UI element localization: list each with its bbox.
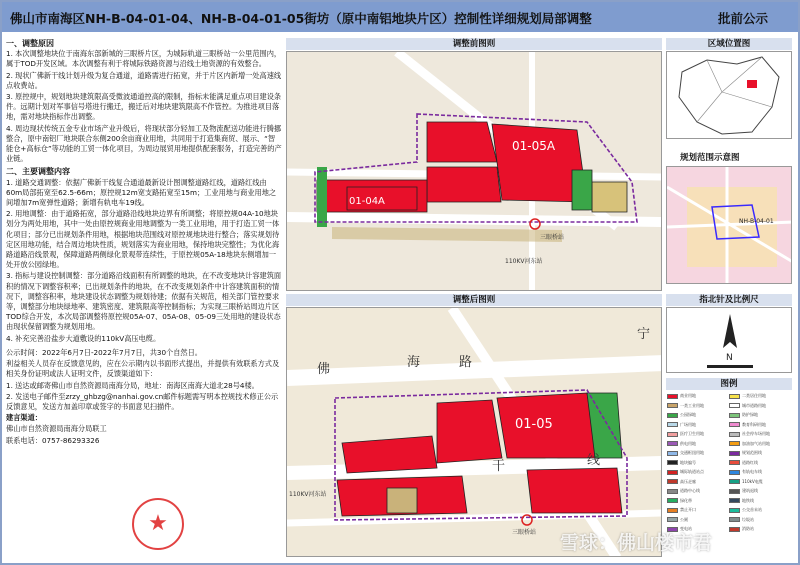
legend-item: [729, 411, 758, 418]
legend-label: 高压走廊: [680, 478, 696, 484]
legend-item: [729, 421, 766, 428]
scale-bar: [707, 365, 753, 368]
legend-item: [667, 449, 704, 456]
location-svg: [667, 52, 792, 139]
legend-swatch: [729, 432, 740, 437]
legend-item: [729, 449, 762, 456]
north-letter: N: [726, 353, 733, 363]
panel-title-before: 调整前图则: [286, 38, 662, 50]
legend-label: 防护绿地: [742, 412, 758, 417]
legend-swatch: [729, 470, 740, 475]
legend-item: [667, 430, 704, 437]
legend-label: 道路红线: [742, 459, 758, 465]
legend-label: 有轨电车线: [742, 469, 762, 474]
legend-label: 道路中心线: [680, 488, 700, 493]
legend-swatch: [729, 394, 740, 399]
legend-swatch: [729, 413, 740, 418]
legend-item: [667, 516, 688, 523]
legend-label: 规划范围线: [742, 450, 762, 455]
legend-label: 变电站: [680, 526, 692, 531]
legend-label: 加油加气站用地: [742, 440, 770, 446]
zone-label: 01-04A: [349, 196, 385, 207]
compass-svg: [667, 308, 792, 373]
legend-swatch: [667, 508, 678, 513]
block-commercial: [427, 122, 497, 162]
legend-label: 广场用地: [680, 421, 696, 427]
legend-item: [667, 402, 704, 409]
panel-title-scope: 规划范围示意图: [666, 152, 792, 164]
legend-label: 建筑退线: [742, 488, 758, 493]
legend-swatch: [729, 441, 740, 446]
legend-item: [667, 459, 696, 466]
legend-swatch: [667, 479, 678, 484]
zone-label: 01-05: [515, 417, 553, 432]
road-label: 线: [587, 453, 601, 468]
legend-item: [729, 478, 763, 485]
road-label: 佛: [317, 362, 331, 377]
page-header: [2, 2, 798, 32]
legend-label: 教育科研用地: [742, 421, 766, 427]
power-label: 110KV河东站: [289, 491, 327, 498]
legend-swatch: [729, 403, 740, 408]
legend-label: 商业用地: [680, 393, 696, 398]
north-arrow-icon: [723, 314, 737, 348]
zone-label: 01-05A: [512, 139, 556, 153]
scope-svg: [667, 167, 792, 284]
legend-label: 社会停车场用地: [742, 431, 770, 436]
road-label: 海: [407, 355, 421, 370]
block-green: [572, 170, 592, 210]
compass-box: [666, 307, 792, 373]
map-scope: [666, 166, 792, 284]
legend-label: 垃圾站: [742, 516, 754, 522]
legend-label: 公厕: [680, 516, 688, 522]
legend-item: [729, 506, 762, 513]
road-label: 干: [492, 459, 506, 474]
station-label: 三眼桥站: [540, 234, 565, 241]
legend-swatch: [729, 451, 740, 456]
legend-swatch: [667, 498, 678, 503]
map-after-svg: [287, 308, 662, 557]
block-green: [317, 167, 327, 227]
legend-item: [667, 411, 696, 418]
legend-label: 公园绿地: [680, 412, 696, 417]
panel-title-after: 调整后图则: [286, 294, 662, 306]
legend-swatch: [667, 432, 678, 437]
legend-label: 禁止开口: [680, 507, 696, 512]
legend-item: [667, 478, 696, 485]
paragraph: 4. 周边现状传统五金专业市场产业升级后，将现状部分轻加工及物流配送功能进行腾挪整合，原中南铝厂地块联合东侧200余亩商业用地，共同用于打造集商贸、展示、“智能仓+高标仓”等功能的工贸一体化项目，为周边展贸用地提供配套服务，打造完善的产业链。: [6, 123, 282, 164]
legend-swatch: [667, 394, 678, 399]
legend-swatch: [667, 422, 678, 427]
legend-swatch: [729, 460, 740, 465]
section-heading: 二、主要调整内容: [6, 167, 70, 177]
map-after: [286, 307, 662, 557]
legend-item: [667, 392, 696, 399]
map-location: [666, 51, 792, 139]
paragraph: 1. 道路交通调整：依据广佛新干线复合通道最新设计图调整道路红线，道路红线由60m局部拓宽至62.5-66m；原控规12m宽支路拓宽至15m；工业用地与商业用地之间增加7m宽弹性道路；新增有轨电车19线。: [6, 177, 277, 208]
legend-label: 城市道路用地: [742, 402, 766, 408]
paragraph: 3. 指标与建设控制调整：部分道路沿线面积有所调整的地块，在不改变地块计容建筑面积的情况下调整容积率；已出规划条件的地块，在不改变规划条件中计容建筑面积的情况下，调整容积率，地块建设状态调整为规划待建；依据有关规范，相关部门管控要求等，调整部分地块绿地率、建筑密度、建筑限高等控制指标；为实现三眼桥站周边片区TOD综合开发，本次局部调整将原控规05A-07、05A-08、05-09三处用地的建设状态由现状保留调整为规划用地。: [6, 271, 282, 332]
legend-item: [667, 421, 696, 428]
legend-item: [729, 392, 766, 399]
legend-label: 二类居住用地: [742, 393, 766, 398]
legend-item: [729, 525, 754, 532]
legend-swatch: [729, 479, 740, 484]
watermark: 雪球：佛山楼市君: [560, 532, 713, 554]
road-label: 路: [459, 355, 473, 370]
block-commercial: [427, 167, 501, 202]
legend-label: 绿化带: [680, 497, 692, 503]
paragraph: 公示时间：2022年6月7日-2022年7月7日，共30个自然日。: [6, 347, 202, 357]
legend-swatch: [729, 498, 740, 503]
block-commercial: [437, 400, 502, 463]
block-commercial: [342, 436, 437, 473]
legend-swatch: [667, 470, 678, 475]
block-commercial: [527, 468, 622, 513]
legend-label: 医疗卫生用地: [680, 431, 704, 436]
legend-label: 城际轨道站点: [680, 469, 704, 474]
legend-swatch: [667, 413, 678, 418]
legend-swatch: [667, 451, 678, 456]
paragraph: 利益相关人员存在反馈意见的，应在公示期内以书面形式提出，并提供有效联系方式及相关身份证明或法人证明文件，反馈渠道如下：: [6, 359, 280, 379]
block-industrial: [592, 182, 627, 212]
legend-item: [667, 497, 692, 504]
power-label: 110KV河东站: [505, 258, 543, 265]
legend: [667, 392, 791, 544]
paragraph: 2. 现状广佛新干线计划升级为复合通道，道路需进行拓宽，并于片区内新增一处高速线点收费站。: [6, 70, 282, 90]
panel-title-location: 区域位置图: [666, 38, 792, 50]
legend-swatch: [667, 460, 678, 465]
legend-label: 地铁线: [742, 497, 754, 503]
legend-swatch: [667, 517, 678, 522]
legend-item: [729, 487, 758, 494]
legend-label: 一类工业用地: [680, 402, 704, 408]
paragraph: 2. 用地调整：由于道路拓宽，部分道路沿线地块边界有所调整；将原控规04A-10地块划分为两处用地，其中一处由原控规商业用地调整为一类工业用地，用于打造工贸一体化项目；部分已出规划条件用地，根据地块范围线对原控规地块进行整合；落实规划待定区用地功能，结合周边地块性质，规划落实为商业用地，保持地块完整性；为优化海路道路沿线景观，保障道路两侧绿化景观带连续性，于原控规05A-18地块东侧增加一处开放公园绿地。: [6, 209, 280, 270]
legend-item: [667, 468, 704, 475]
legend-item: [729, 497, 754, 504]
paragraph: 佛山市自然资源局南海分局联工: [6, 424, 107, 434]
section-heading: 一、调整原因: [6, 39, 54, 48]
panel-title-compass: 指北针及比例尺: [666, 294, 792, 306]
paragraph: 3. 原控规中，规划地块建筑限高受微波通道控高的限制，指标未能满足重点项目建设条件。远期计划对军事信号塔进行搬迁，搬迁后对地块建筑限高不作管控。为推进项目落地，需对地块指标作出调整。: [6, 92, 282, 122]
legend-label: 110kV电缆: [742, 478, 763, 484]
map-before-svg: [287, 52, 662, 291]
legend-swatch: [667, 441, 678, 446]
legend-item: [729, 459, 758, 466]
map-before: [286, 51, 662, 291]
legend-item: [667, 440, 696, 447]
legend-swatch: [729, 422, 740, 427]
paragraph: 2. 发送电子邮件至zrzy_ghbzg@nanhai.gov.cn邮件标题需写明本控规技术修正公示反馈意见，发送方加盖印章或签字的书面意见扫描件。: [6, 391, 279, 411]
legend-label: 公交首末站: [742, 507, 762, 512]
paragraph: 建言渠道：: [6, 413, 42, 423]
paragraph: 联系电话：0757-86293326: [6, 435, 100, 445]
text-column: [6, 36, 282, 561]
legend-item: [667, 506, 696, 513]
legend-label: 供电用地: [680, 440, 696, 446]
road-label: 宁: [637, 327, 651, 342]
page-title: 佛山市南海区NH-B-04-01-04、NH-B-04-01-05街坊（原中南铝地块片区）控制性详细规划局部调整: [10, 11, 592, 26]
legend-item: [729, 402, 766, 409]
block-industrial: [387, 488, 417, 513]
legend-item: [667, 487, 700, 494]
location-marker: [747, 80, 757, 88]
legend-swatch: [729, 517, 740, 522]
official-stamp: ★: [132, 498, 184, 550]
legend-label: 地块编号: [680, 459, 696, 465]
legend-item: [729, 430, 770, 437]
paragraph: 4. 补充完善沿盐步大道敷设的110kV高压电缆。: [6, 333, 161, 343]
legend-swatch: [729, 508, 740, 513]
paragraph: 1. 本次调整地块位于南海东部新城的三眼桥片区，为城际轨道三眼桥站一公里范围内，属于TOD开发区域。本次调整有利于将城际铁路资源与沿线土地资源的有效整合。: [6, 49, 282, 69]
legend-label: 交通枢纽用地: [680, 450, 704, 455]
station-label: 三眼桥站: [512, 529, 537, 536]
region-outline: [679, 57, 779, 134]
legend-swatch: [667, 403, 678, 408]
scope-label: NH-B-04-01: [739, 218, 774, 225]
legend-swatch: [729, 527, 740, 532]
paragraph: 1. 送达或邮寄佛山市自然资源局南海分局，地址：南海区南海大道北28号4楼。: [6, 380, 259, 390]
legend-item: [729, 516, 754, 523]
legend-item: [729, 468, 762, 475]
panel-title-legend: 图例: [666, 378, 792, 390]
legend-item: [729, 440, 770, 447]
legend-swatch: [667, 489, 678, 494]
notice-label: 批前公示: [717, 11, 768, 26]
legend-label: 消防站: [742, 526, 754, 531]
legend-swatch: [729, 489, 740, 494]
